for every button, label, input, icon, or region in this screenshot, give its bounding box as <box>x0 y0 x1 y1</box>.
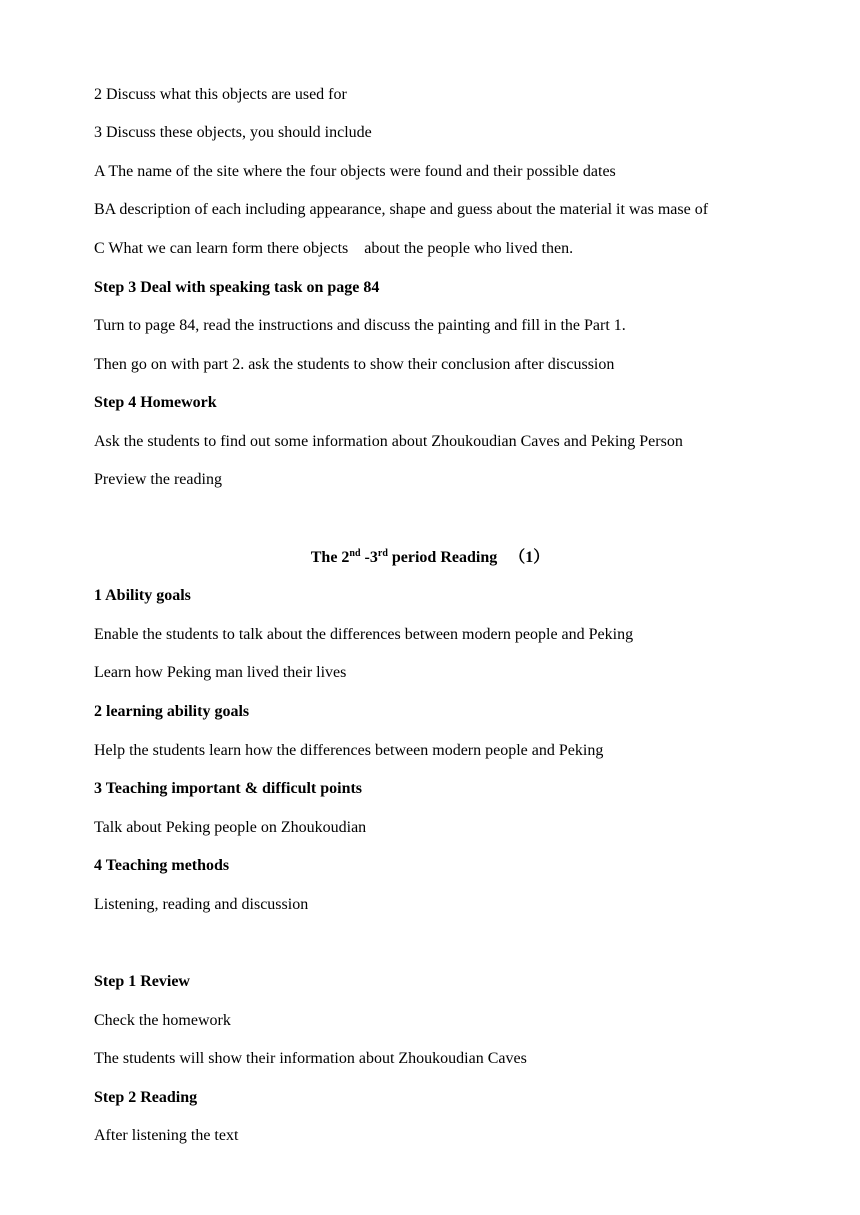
heading-ability-goals: 1 Ability goals <box>94 587 191 604</box>
text-line-enable: Enable the students to talk about the differences between modern people and Peking <box>94 626 634 643</box>
text-line-item-c: C What we can learn form there objects about the people who lived then. <box>94 240 574 257</box>
text-line-after-listening: After listening the text <box>94 1127 239 1144</box>
text-line-homework: Ask the students to find out some information about Zhoukoudian Caves and Peking Person <box>94 433 683 450</box>
text-line-check-homework: Check the homework <box>94 1012 231 1029</box>
section-title-prefix: The 2 <box>310 549 350 566</box>
section-title <box>0 548 860 568</box>
text-line-preview: Preview the reading <box>94 471 222 488</box>
text-line-methods: Listening, reading and discussion <box>94 896 309 913</box>
section-title-sup-nd: nd <box>349 548 361 559</box>
text-line-learn-how: Learn how Peking man lived their lives <box>94 664 347 681</box>
heading-teaching-methods: 4 Teaching methods <box>94 857 230 874</box>
section-title-mid: -3 <box>360 549 378 566</box>
text-line-discuss-include: 3 Discuss these objects, you should include <box>94 124 372 141</box>
section-title-sup-rd: rd <box>377 548 388 559</box>
heading-step-1-review: Step 1 Review <box>94 973 190 990</box>
text-line-item-b: BA description of each including appearance, shape and guess about the material it was mase of <box>94 201 709 218</box>
text-line-part-2: Then go on with part 2. ask the students to show their conclusion after discussion <box>94 356 615 373</box>
heading-teaching-points: 3 Teaching important & difficult points <box>94 780 363 797</box>
section-title-suffix: period Reading （1） <box>387 549 550 566</box>
heading-learning-ability-goals: 2 learning ability goals <box>94 703 250 720</box>
text-line-show-information: The students will show their information about Zhoukoudian Caves <box>94 1050 527 1067</box>
heading-step-3: Step 3 Deal with speaking task on page 84 <box>94 279 380 296</box>
text-line-help: Help the students learn how the differences between modern people and Peking <box>94 742 604 759</box>
text-line-item-a: A The name of the site where the four objects were found and their possible dates <box>94 163 616 180</box>
text-line-turn-to-page: Turn to page 84, read the instructions and discuss the painting and fill in the Part 1. <box>94 317 626 334</box>
heading-step-2-reading: Step 2 Reading <box>94 1089 198 1106</box>
heading-step-4: Step 4 Homework <box>94 394 217 411</box>
text-line-talk-about: Talk about Peking people on Zhoukoudian <box>94 819 367 836</box>
text-line-discuss-use: 2 Discuss what this objects are used for <box>94 86 347 103</box>
